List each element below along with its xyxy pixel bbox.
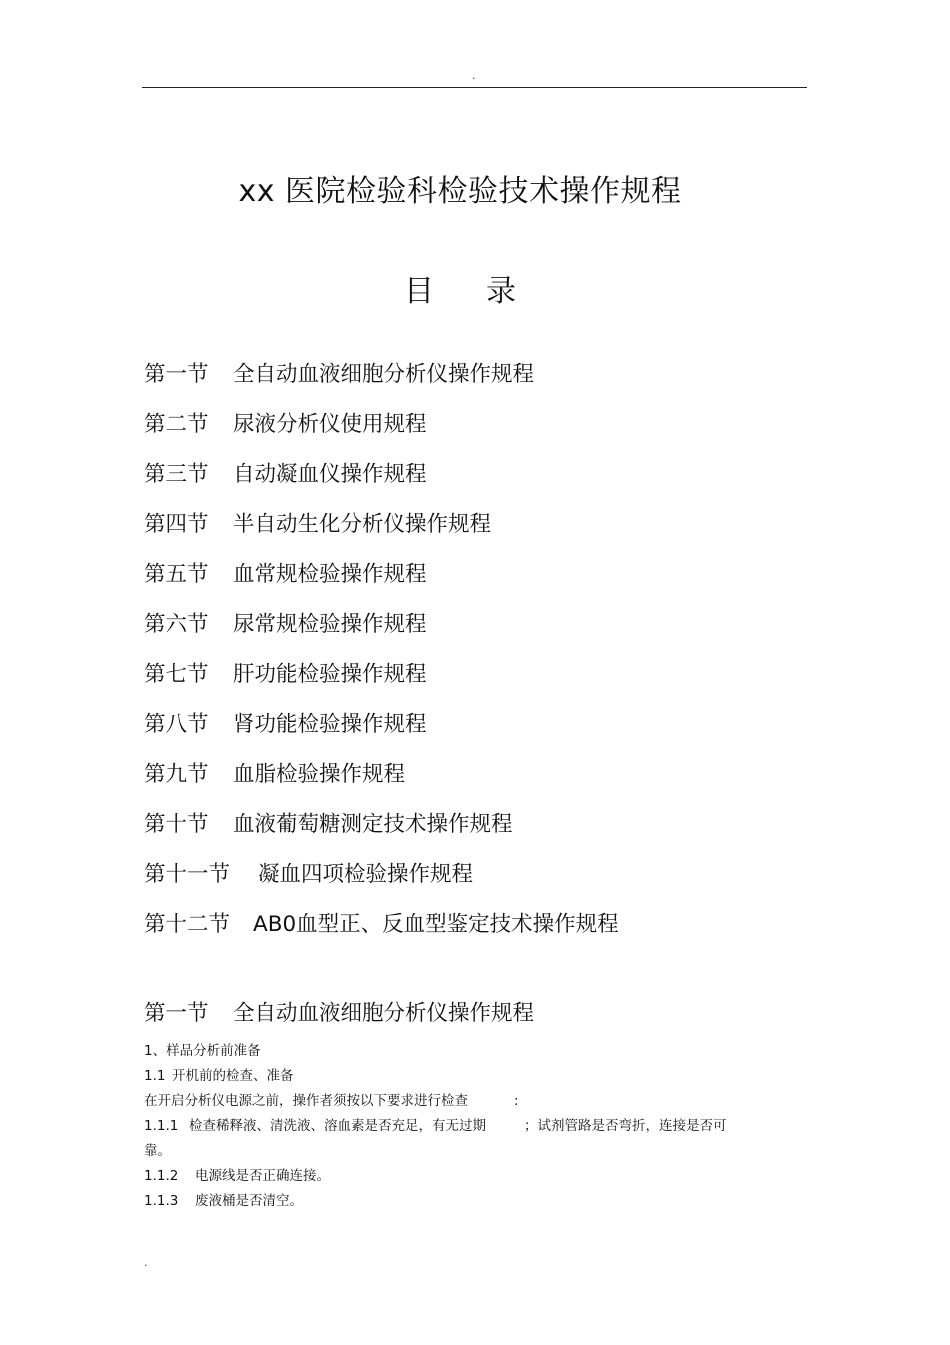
- footer-mark: .: [144, 1256, 148, 1269]
- toc-item[interactable]: [144, 347, 844, 397]
- toc-item-text: 肝功能检验操作规程: [233, 661, 427, 687]
- clause-number: 1.1.1: [144, 1118, 179, 1134]
- toc-item-number: 第七节: [144, 661, 209, 687]
- toc-item-number: 第一节: [144, 361, 209, 387]
- toc-item-number: 第十二节: [144, 911, 231, 937]
- clause-number: 1.1.2: [144, 1168, 179, 1184]
- toc-item[interactable]: [144, 897, 844, 947]
- toc-item-text: 半自动生化分析仪操作规程: [233, 511, 492, 537]
- section-title-text: 全自动血液细胞分析仪操作规程: [233, 1001, 535, 1026]
- toc-item-text: 凝血四项检验操作规程: [258, 861, 474, 887]
- clause-text: 废液桶是否清空。: [195, 1193, 303, 1209]
- toc-item[interactable]: [144, 797, 844, 847]
- section-heading: [144, 996, 534, 1032]
- toc-item-number: 第十一节: [144, 861, 231, 887]
- toc-item-number: 第五节: [144, 561, 209, 587]
- clause-number: 1.1: [144, 1068, 166, 1084]
- toc-item-text: 自动凝血仪操作规程: [233, 461, 427, 487]
- body-line: [144, 1064, 794, 1089]
- clause-text: 在开启分析仪电源之前，操作者须按以下要求进行检查: [144, 1093, 468, 1109]
- toc-item[interactable]: [144, 547, 844, 597]
- toc-heading-right: 录: [486, 274, 516, 309]
- clause-text: 开机前的检查、准备: [172, 1068, 294, 1084]
- toc-item-number: 第十节: [144, 811, 209, 837]
- section-number: 第一节: [144, 1001, 209, 1026]
- toc-item-text: 尿常规检验操作规程: [233, 611, 427, 637]
- body-line: 靠。: [144, 1143, 171, 1159]
- toc-item[interactable]: [144, 497, 844, 547]
- toc-item-text: 肾功能检验操作规程: [233, 711, 427, 737]
- section-body: [144, 1039, 794, 1214]
- toc-item-number: 第六节: [144, 611, 209, 637]
- body-line: [144, 1189, 794, 1214]
- body-line: [144, 1164, 794, 1189]
- toc-item-number: 第四节: [144, 511, 209, 537]
- document-title: xx 医院检验科检验技术操作规程: [238, 174, 682, 209]
- body-line: [144, 1114, 794, 1139]
- toc-item-number: 第九节: [144, 761, 209, 787]
- table-of-contents: [144, 347, 844, 947]
- toc-item-number: 第八节: [144, 711, 209, 737]
- clause-text: ；试剂管路是否弯折，连接是否可: [524, 1118, 727, 1134]
- toc-item[interactable]: [144, 597, 844, 647]
- toc-item[interactable]: [144, 697, 844, 747]
- header-rule: [142, 87, 807, 88]
- toc-item-text: 血液葡萄糖测定技术操作规程: [233, 811, 513, 837]
- toc-heading-left: 目: [404, 274, 434, 309]
- toc-item-number: 第三节: [144, 461, 209, 487]
- toc-item-text: AB0血型正、反血型鉴定技术操作规程: [253, 911, 619, 937]
- toc-item-text: 尿液分析仪使用规程: [233, 411, 427, 437]
- toc-item-text: 血脂检验操作规程: [233, 761, 406, 787]
- clause-text: 电源线是否正确连接。: [195, 1168, 330, 1184]
- toc-item[interactable]: [144, 447, 844, 497]
- toc-item-text: 全自动血液细胞分析仪操作规程: [233, 361, 535, 387]
- toc-item[interactable]: [144, 397, 844, 447]
- clause-text: 检查稀释液、清洗液、溶血素是否充足，有无过期: [189, 1118, 486, 1134]
- toc-item-text: 血常规检验操作规程: [233, 561, 427, 587]
- toc-item-number: 第二节: [144, 411, 209, 437]
- clause-punct: :: [514, 1093, 519, 1109]
- body-line: 1、样品分析前准备: [144, 1043, 261, 1059]
- toc-item[interactable]: [144, 747, 844, 797]
- toc-item[interactable]: [144, 647, 844, 697]
- body-line: [144, 1089, 794, 1114]
- header-mark: .: [472, 69, 476, 82]
- toc-item[interactable]: [144, 847, 844, 897]
- clause-number: 1.1.3: [144, 1193, 179, 1209]
- toc-heading: [0, 272, 920, 312]
